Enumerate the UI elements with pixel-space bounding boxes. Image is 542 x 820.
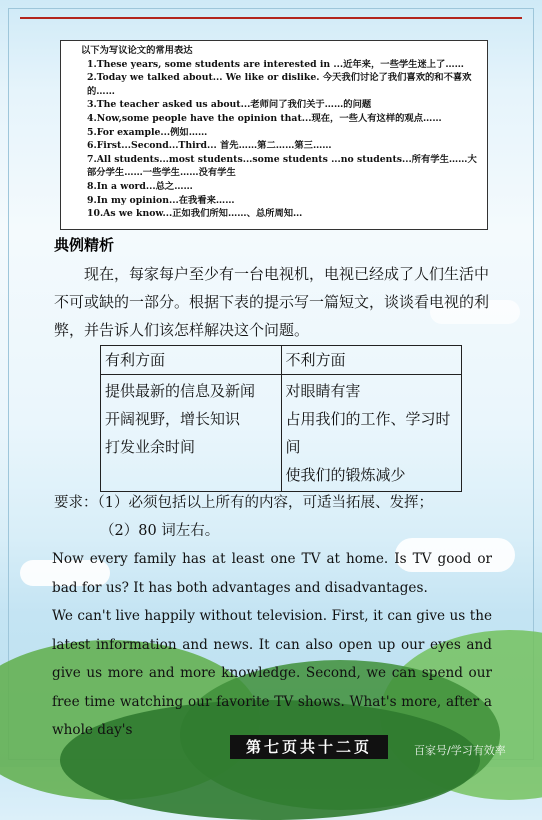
cons-cell — [281, 375, 462, 492]
phrase-item: 9.In my opinion...在我看来…… — [87, 194, 235, 206]
essay-paragraph-1: Now every family has at least one TV at home. Is TV good or bad for us? It has both advantages and disadvantages. — [52, 551, 492, 596]
cons-item: 对眼睛有害 — [285, 382, 361, 400]
section-title: 典例精析 — [54, 236, 115, 254]
top-rule — [20, 17, 522, 19]
table-header-row — [101, 346, 462, 375]
phrase-item: 1.These years, some students are interested in ...近年来，一些学生迷上了…… — [87, 58, 464, 70]
prompt-paragraph: 现在，每家每户至少有一台电视机，电视已经成了人们生活中不可或缺的一部分。根据下表的提示写一篇短文，谈谈看电视的利弊，并告诉人们该怎样解决这个问题。 — [54, 265, 490, 339]
pros-item: 开阔视野，增长知识 — [105, 410, 241, 428]
page-number: 第七页共十二页 — [245, 738, 372, 756]
cons-item: 使我们的锻炼减少 — [285, 466, 406, 484]
cons-item: 占用我们的工作、学习时间 — [285, 410, 451, 456]
table-header-cons: 不利方面 — [281, 346, 462, 375]
pros-cell — [101, 375, 282, 492]
watermark: 百家号/学习有效率 — [414, 744, 506, 757]
phrase-item: 8.In a word...总之…… — [87, 180, 193, 192]
phrase-box — [60, 40, 488, 230]
phrase-item: 5.For example...例如…… — [87, 126, 208, 138]
phrase-box-title: 以下为写议论文的常用表达 — [81, 45, 193, 56]
requirement-line-2: （2）80 词左右。 — [100, 523, 220, 539]
phrase-item: 6.First...Second...Third... 首先……第二……第三…… — [87, 140, 332, 152]
essay-paragraph-2: We can't live happily without television. First, it can give us the latest information and news. It can also open up our eyes and give us more and more knowledge. Second, we can spend our free time watching our favorite TV shows. What's more, after a whole day's — [52, 608, 492, 738]
phrase-item: 3.The teacher asked us about...老师问了我们关于……的问题 — [87, 99, 372, 111]
table-row — [101, 375, 462, 492]
phrase-item: 2.Today we talked about... We like or dislike. 今天我们讨论了我们喜欢的和不喜欢的…… — [87, 72, 472, 97]
requirement-line-1: 要求：（1）必须包括以上所有的内容，可适当拓展、发挥； — [54, 495, 433, 511]
pros-item: 打发业余时间 — [105, 438, 196, 456]
phrase-item: 7.All students...most students...some students ...no students...所有学生……大部分学生……一些学生……没有学生 — [87, 153, 477, 179]
table-header-pros: 有利方面 — [101, 346, 282, 375]
pros-item: 提供最新的信息及新闻 — [105, 382, 256, 400]
pros-cons-table — [100, 345, 462, 492]
phrase-item: 10.As we know...正如我们所知……、总所周知… — [87, 208, 303, 220]
phrase-item: 4.Now,some people have the opinion that...现在，一些人有这样的观点…… — [87, 112, 442, 124]
